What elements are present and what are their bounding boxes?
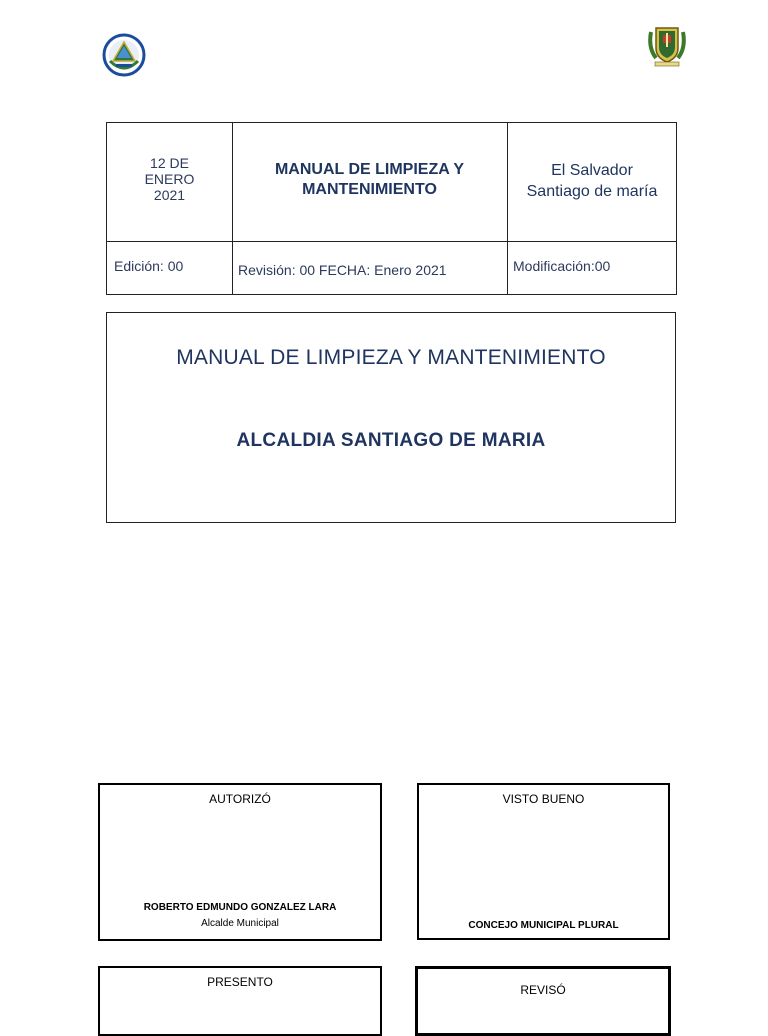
signature-label: REVISÓ bbox=[520, 983, 566, 997]
signature-box-reviewed bbox=[415, 966, 671, 1036]
signature-role: Alcalde Municipal bbox=[201, 918, 279, 929]
title-box bbox=[106, 312, 676, 523]
signature-label: VISTO BUENO bbox=[502, 792, 585, 806]
header-date: 12 DE ENERO 2021 bbox=[144, 155, 195, 203]
header-edition: Edición: 00 bbox=[114, 257, 184, 274]
header-place-city: Santiago de maría bbox=[526, 183, 658, 200]
signature-name: ROBERTO EDMUNDO GONZALEZ LARA bbox=[143, 902, 337, 913]
signature-box-authorized bbox=[98, 783, 382, 941]
signature-name: CONCEJO MUNICIPAL PLURAL bbox=[468, 920, 619, 931]
header-title: MANUAL DE LIMPIEZA Y MANTENIMIENTO bbox=[274, 161, 465, 198]
header-place-country: El Salvador bbox=[551, 162, 633, 179]
signature-box-approved bbox=[417, 783, 670, 940]
municipal-shield-icon bbox=[646, 22, 688, 68]
el-salvador-seal-icon bbox=[102, 31, 146, 79]
header-place bbox=[507, 123, 677, 241]
header-modification: Modificación:00 bbox=[513, 257, 611, 274]
header-revision: Revisión: 00 FECHA: Enero 2021 bbox=[238, 261, 447, 278]
signature-label: PRESENTO bbox=[207, 975, 273, 989]
document-subtitle: ALCALDIA SANTIAGO DE MARIA bbox=[236, 430, 546, 451]
signature-box-presented bbox=[98, 966, 382, 1036]
document-title: MANUAL DE LIMPIEZA Y MANTENIMIENTO bbox=[176, 346, 606, 369]
document-header-table bbox=[106, 122, 677, 295]
signature-label: AUTORIZÓ bbox=[209, 792, 271, 806]
